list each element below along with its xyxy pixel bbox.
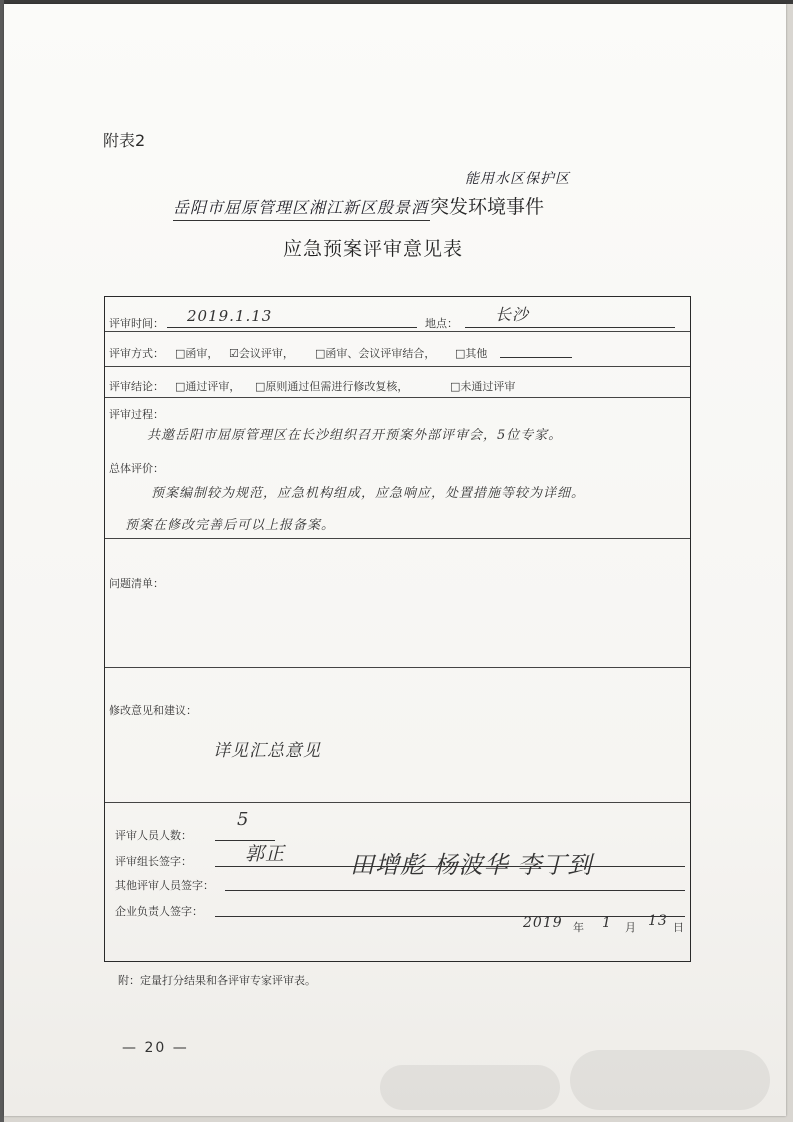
conclusion-option-conditional: □原则通过但需进行修改复核， bbox=[255, 380, 409, 393]
leader-signature: 郭正 bbox=[245, 843, 286, 865]
overall-text-line2: 预案在修改完善后可以上报备案。 bbox=[125, 518, 336, 533]
conclusion-label: 评审结论： bbox=[109, 380, 164, 393]
row-date-location bbox=[105, 297, 690, 332]
suggestions-text: 详见汇总意见 bbox=[213, 741, 321, 761]
location-underline bbox=[465, 327, 675, 328]
issues-label: 问题清单： bbox=[109, 577, 164, 590]
overall-text-line1: 预案编制较为规范，应急机构组成，应急响应，处置措施等较为详细。 bbox=[151, 486, 586, 501]
others-label: 其他评审人员签字： bbox=[115, 879, 214, 892]
scan-shadow bbox=[380, 1065, 560, 1110]
others-signatures: 田增彪 杨波华 李丁到 bbox=[350, 851, 593, 879]
row-review-conclusion bbox=[105, 367, 690, 398]
date-underline bbox=[167, 327, 417, 328]
day-unit: 日 bbox=[673, 921, 684, 934]
title-handwritten-name: 岳阳市屈原管理区湘江新区殷景酒 bbox=[173, 198, 429, 217]
row-issues bbox=[105, 539, 690, 668]
process-label: 评审过程： bbox=[109, 408, 164, 421]
scan-shadow bbox=[570, 1050, 770, 1110]
company-underline bbox=[215, 916, 685, 917]
overall-label: 总体评价： bbox=[109, 462, 164, 475]
row-signatures bbox=[105, 803, 690, 961]
method-option-combined: □函审、会议评审结合， bbox=[315, 347, 436, 360]
year-unit: 年 bbox=[573, 921, 584, 934]
row-review-method bbox=[105, 332, 690, 367]
location-value: 长沙 bbox=[495, 305, 530, 324]
footnote: 附：定量打分结果和各评审专家评审表。 bbox=[118, 974, 316, 987]
sign-day: 13 bbox=[648, 913, 668, 929]
method-option-letter: □函审， bbox=[175, 347, 219, 360]
date-label: 评审时间： bbox=[109, 317, 164, 330]
leader-label: 评审组长签字： bbox=[115, 855, 192, 868]
reviewer-count-value: 5 bbox=[237, 809, 250, 830]
location-label: 地点： bbox=[425, 317, 458, 330]
method-option-meeting: ☑会议评审， bbox=[229, 347, 294, 360]
method-label: 评审方式： bbox=[109, 347, 164, 360]
form-title-line2: 应急预案评审意见表 bbox=[283, 238, 464, 260]
conclusion-option-fail: □未通过评审 bbox=[450, 380, 516, 393]
sign-month: 1 bbox=[602, 915, 612, 931]
row-suggestions bbox=[105, 668, 690, 803]
reviewer-count-label: 评审人员人数： bbox=[115, 829, 192, 842]
title-suffix: 突发环境事件 bbox=[430, 196, 545, 218]
review-form-table bbox=[104, 296, 691, 962]
date-value: 2019.1.13 bbox=[187, 307, 273, 325]
process-text: 共邀岳阳市屈原管理区在长沙组织召开预案外部评审会，5位专家。 bbox=[147, 428, 563, 443]
month-unit: 月 bbox=[625, 921, 636, 934]
method-other-underline bbox=[500, 357, 572, 358]
title-handwritten-addition: 能用水区保护区 bbox=[465, 171, 570, 187]
appendix-label: 附表2 bbox=[103, 131, 146, 150]
conclusion-option-pass: □通过评审， bbox=[175, 380, 241, 393]
company-label: 企业负责人签字： bbox=[115, 905, 203, 918]
sign-year: 2019 bbox=[523, 915, 563, 931]
form-title-line1 bbox=[173, 192, 544, 221]
row-process-evaluation bbox=[105, 398, 690, 539]
suggestions-label: 修改意见和建议： bbox=[109, 704, 197, 717]
others-underline bbox=[225, 890, 685, 891]
method-option-other: □其他 bbox=[455, 347, 488, 360]
page-number: — 20 — bbox=[122, 1040, 189, 1056]
